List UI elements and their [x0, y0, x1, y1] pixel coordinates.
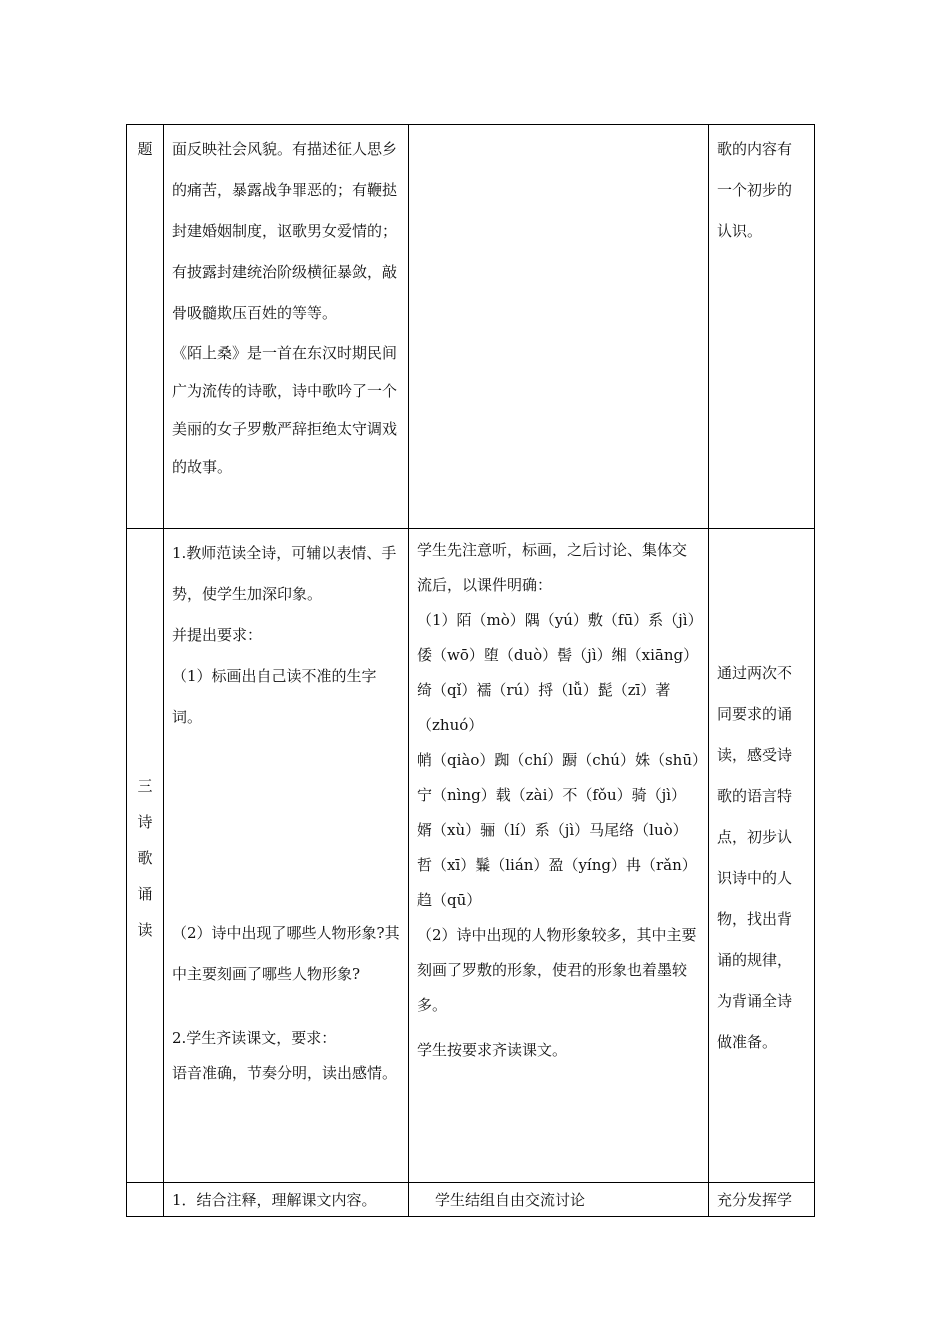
student-activity-cell	[409, 125, 709, 529]
student-activity-cell	[409, 1183, 709, 1217]
student-paragraph: 学生按要求齐读课文。	[417, 1041, 568, 1059]
table-row	[127, 529, 815, 1183]
student-activity-cell	[409, 529, 709, 1183]
student-paragraph: 趋（qū）	[417, 891, 482, 909]
teacher-paragraph: 面反映社会风貌。有描述征人思乡的痛苦，暴露战争罪恶的；有鞭挞封建婚姻制度，讴歌男女爱情的；有披露封建统治阶级横征暴敛，敲骨吸髓欺压百姓的等等。	[172, 140, 398, 322]
design-purpose-cell	[709, 125, 815, 529]
teacher-activity-cell	[164, 125, 409, 529]
purpose-text: 歌的内容有一个初步的认识。	[717, 140, 793, 240]
stage-label-char: 三	[137, 776, 153, 795]
stage-label-cell	[127, 125, 164, 529]
stage-label: 题	[137, 140, 153, 158]
stage-label-vertical	[135, 768, 155, 948]
table-row	[127, 1183, 815, 1217]
stage-label-char: 诗	[137, 812, 153, 831]
stage-label-cell	[127, 1183, 164, 1217]
spacer	[172, 995, 400, 1021]
stage-label-char: 读	[137, 920, 153, 939]
teacher-paragraph: （1）标画出自己读不准的生字词。	[172, 667, 377, 726]
purpose-text: 通过两次不同要求的诵读，感受诗歌的语言特点，初步认识诗中的人物，找出背诵的规律，为背诵全诗做准备。	[717, 663, 793, 1051]
stage-label-char: 诵	[137, 884, 153, 903]
teacher-activity-cell	[164, 1183, 409, 1217]
teacher-paragraph: （2）诗中出现了哪些人物形象?其中主要刻画了哪些人物形象?	[172, 924, 400, 983]
lesson-plan-table	[126, 124, 815, 1217]
student-paragraph: （1）陌（mò）隅（yú）敷（fū）系（jì）倭（wō）堕（duò）髻（jì）缃（xiāng）绮（qǐ）襦（rú）捋（lǚ）髭（zī）著（zhuó）	[417, 611, 699, 734]
teacher-paragraph: 2.学生齐读课文，要求：	[172, 1029, 337, 1047]
design-purpose-cell	[709, 529, 815, 1183]
stage-label-cell	[127, 529, 164, 1183]
spacer	[172, 738, 400, 913]
stage-label-char: 歌	[137, 848, 153, 867]
teacher-paragraph: 《陌上桑》是一首在东汉时期民间广为流传的诗歌，诗中歌吟了一个美丽的女子罗敷严辞拒绝太守调戏的故事。	[172, 344, 398, 476]
purpose-text: 充分发挥学	[717, 1191, 793, 1209]
teacher-paragraph: 1.教师范读全诗，可辅以表情、手势，使学生加深印象。	[172, 544, 397, 603]
teacher-paragraph: 并提出要求：	[172, 626, 263, 644]
teacher-activity-cell	[164, 529, 409, 1183]
student-paragraph: 学生先注意听，标画，之后讨论、集体交流后，以课件明确：	[417, 541, 688, 594]
student-paragraph: （2）诗中出现的人物形象较多，其中主要刻画了罗敷的形象，使君的形象也着墨较多。	[417, 926, 697, 1014]
design-purpose-cell	[709, 1183, 815, 1217]
spacer	[417, 1023, 700, 1033]
teacher-paragraph: 语音准确，节奏分明，读出感情。	[172, 1064, 398, 1082]
teacher-paragraph: 1．结合注释，理解课文内容。	[172, 1191, 377, 1209]
student-paragraph: 帩（qiào）踟（chí）蹰（chú）姝（shū）宁（nìng）载（zài）不（fǒu）骑（jì）婿（xù）骊（lí）系（jì）马尾络（luò）哲（xī）鬑（lián）盈（yíng）冉（rǎn）	[417, 751, 700, 874]
student-paragraph: 学生结组自由交流讨论	[435, 1191, 586, 1209]
table-row	[127, 125, 815, 529]
